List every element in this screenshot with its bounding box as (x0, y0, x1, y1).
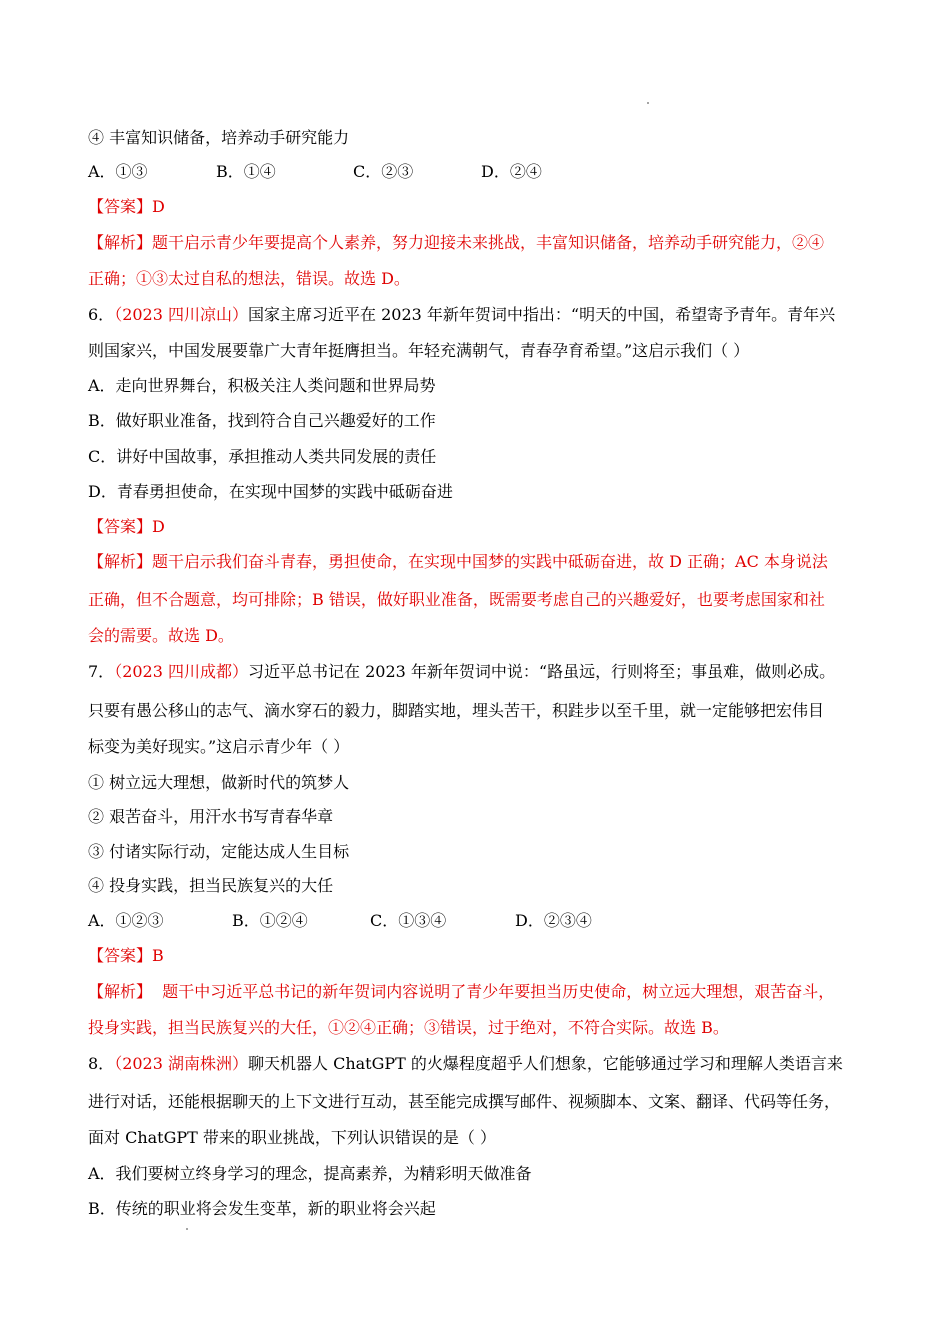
q6-analysis-line-1 (88, 551, 828, 573)
question-stem: 聊天机器人 ChatGPT 的火爆程度超乎人们想象，它能够通过学习和理解人类语言来 (248, 1054, 843, 1073)
q7-stem-line-3: 标变为美好现实。”这启示青少年（ ） (88, 737, 350, 756)
q7-analysis-line-2: 投身实践，担当民族复兴的大任，①②④正确；③错误，过于绝对，不符合实际。故选 B。 (88, 1018, 729, 1037)
q5-options (88, 161, 542, 183)
q7-option-a: A．①②③ (88, 911, 164, 930)
analysis-text: 题干启示我们奋斗青春，勇担使命，在实现中国梦的实践中砥砺奋进，故 D 正确；AC 本身说法 (152, 552, 828, 571)
q7-item-3: ③ 付诸实际行动，定能达成人生目标 (88, 842, 350, 861)
question-number: 8． (88, 1054, 115, 1073)
q5-option-b: B．①④ (216, 162, 276, 181)
q5-item-4: ④ 丰富知识储备，培养动手研究能力 (88, 128, 350, 147)
q7-stem-line-1 (88, 661, 835, 683)
q7-item-1: ① 树立远大理想，做新时代的筑梦人 (88, 773, 350, 792)
q7-option-b: B．①②④ (232, 911, 308, 930)
answer-value: D (152, 197, 165, 216)
question-source: （2023 四川成都） (114, 662, 248, 681)
q7-option-c: C．①③④ (370, 911, 447, 930)
q8-stem-line-2: 进行对话，还能根据聊天的上下文进行互动，甚至能完成撰写邮件、视频脚本、文案、翻译、代码等任务， (88, 1092, 841, 1111)
q5-option-c: C．②③ (353, 162, 414, 181)
answer-value: D (152, 517, 165, 536)
question-source: （2023 湖南株洲） (114, 1054, 248, 1073)
question-source: （2023 四川凉山） (114, 305, 248, 324)
q6-option-c: C．讲好中国故事，承担推动人类共同发展的责任 (88, 447, 437, 466)
q8-stem-line-3: 面对 ChatGPT 带来的职业挑战，下列认识错误的是（ ） (88, 1128, 496, 1147)
q8-option-b: B．传统的职业将会发生变革，新的职业将会兴起 (88, 1199, 436, 1218)
q5-analysis-line-1 (88, 232, 824, 254)
q5-option-d: D．②④ (481, 162, 542, 181)
q8-option-a: A．我们要树立终身学习的理念，提高素养，为精彩明天做准备 (88, 1164, 532, 1183)
q5-answer (88, 196, 165, 218)
q7-option-d: D．②③④ (515, 911, 592, 930)
question-stem: 国家主席习近平在 2023 年新年贺词中指出：“明天的中国，希望寄予青年。青年兴 (248, 305, 836, 324)
question-number: 6． (88, 305, 115, 324)
analysis-tag: 【解析】 (88, 233, 153, 252)
q6-stem-line-2: 则国家兴，中国发展要靠广大青年挺膺担当。年轻充满朝气，青春孕育希望。”这启示我们（ ） (88, 341, 750, 360)
q7-item-2: ② 艰苦奋斗，用汗水书写青春华章 (88, 807, 334, 826)
analysis-text: 题干启示青少年要提高个人素养，努力迎接未来挑战，丰富知识储备，培养动手研究能力，②④ (152, 233, 825, 252)
q8-stem-line-1 (88, 1053, 843, 1075)
q6-analysis-line-3: 会的需要。故选 D。 (88, 626, 234, 645)
question-stem: 习近平总书记在 2023 年新年贺词中说：“路虽远，行则将至；事虽难，做则必成。 (248, 662, 836, 681)
header-dot-mark (647, 102, 649, 104)
q5-option-a: A．①③ (88, 162, 148, 181)
q5-analysis-line-2: 正确；①③太过自私的想法，错误。故选 D。 (88, 269, 410, 288)
analysis-tag: 【解析】 (88, 552, 153, 571)
q7-analysis-line-1 (88, 981, 834, 1003)
q6-option-b: B．做好职业准备，找到符合自己兴趣爱好的工作 (88, 411, 436, 430)
answer-tag: 【答案】 (88, 946, 153, 965)
analysis-tag: 【解析】 (88, 982, 153, 1001)
q7-stem-line-2: 只要有愚公移山的志气、滴水穿石的毅力，脚踏实地，埋头苦干，积跬步以至千里，就一定能够把宏伟目 (88, 701, 825, 720)
q6-answer (88, 516, 165, 538)
q6-stem-line-1 (88, 304, 835, 326)
q7-item-4: ④ 投身实践，担当民族复兴的大任 (88, 876, 334, 895)
q7-options (88, 910, 592, 932)
answer-value: B (152, 946, 164, 965)
footer-dot-mark (186, 1228, 188, 1230)
answer-tag: 【答案】 (88, 517, 153, 536)
analysis-text: 题干中习近平总书记的新年贺词内容说明了青少年要担当历史使命，树立远大理想，艰苦奋斗， (152, 982, 835, 1001)
q6-option-d: D．青春勇担使命，在实现中国梦的实践中砥砺奋进 (88, 482, 453, 501)
question-number: 7． (88, 662, 115, 681)
q6-option-a: A．走向世界舞台，积极关注人类问题和世界局势 (88, 376, 436, 395)
answer-tag: 【答案】 (88, 197, 153, 216)
q7-answer (88, 945, 164, 967)
q6-analysis-line-2: 正确，但不合题意，均可排除；B 错误，做好职业准备，既需要考虑自己的兴趣爱好，也要考虑国家和社 (88, 590, 825, 609)
